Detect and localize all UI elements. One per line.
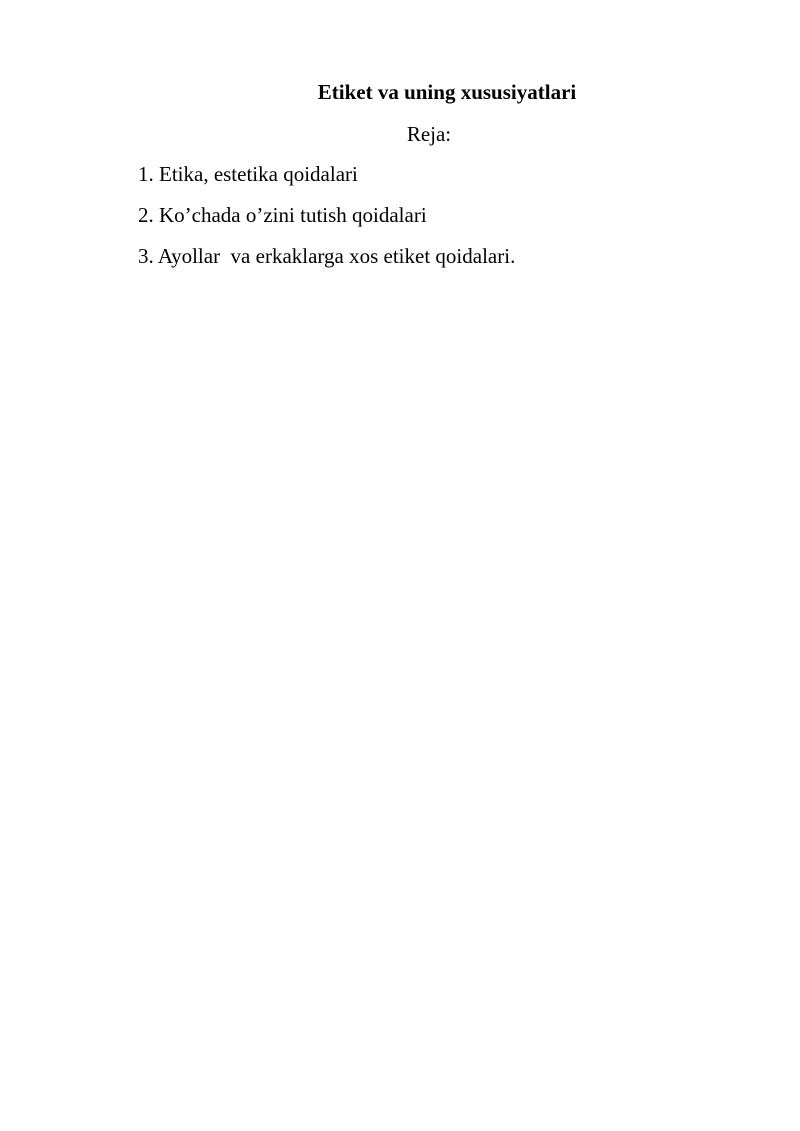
plan-item: 1. Etika, estetika qoidalari [138, 162, 358, 186]
plan-item: 2. Ko’chada o’zini tutish qoidalari [138, 203, 427, 227]
plan-list [138, 160, 515, 283]
plan-heading: Reja: [406, 122, 452, 146]
plan-item: 3. Ayollar va erkaklarga xos etiket qoidalari. [138, 244, 516, 268]
document-title: Etiket va uning xususiyatlari [317, 80, 577, 104]
